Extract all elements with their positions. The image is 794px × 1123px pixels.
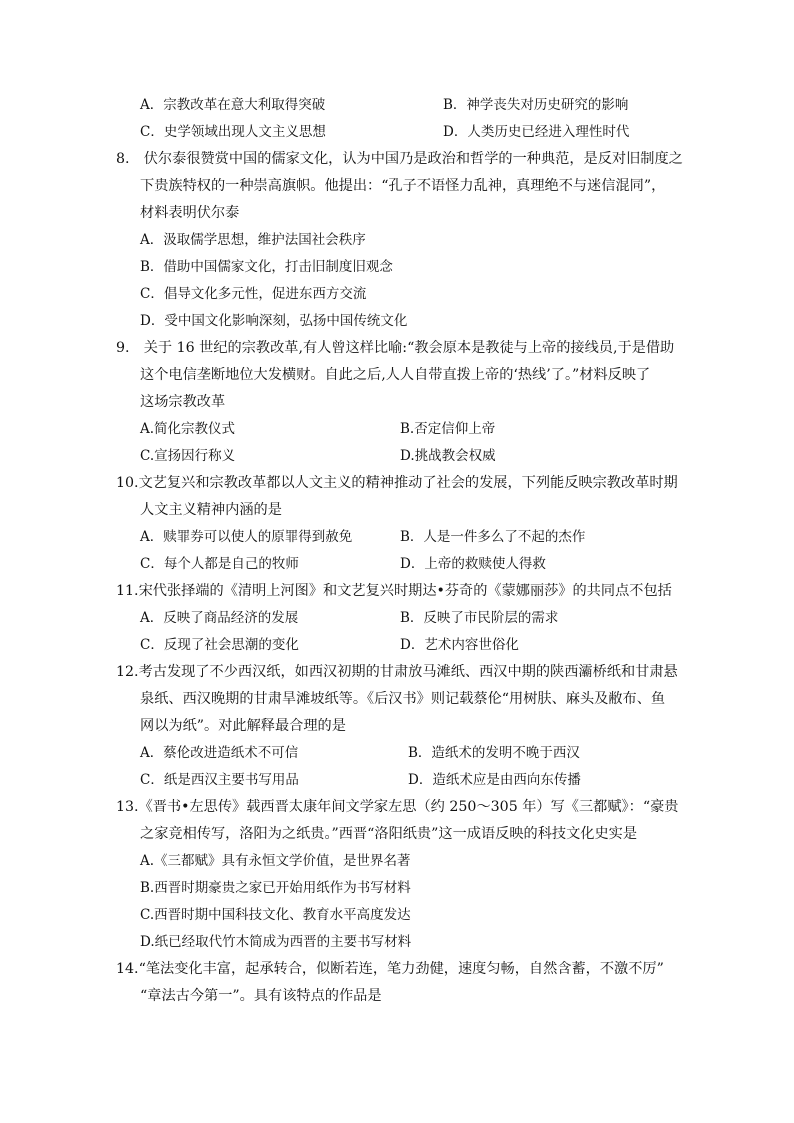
q9-stem-line-2: 这个电信垄断地位大发横财。自此之后,人人自带直拨上帝的‘热线’了。”材料反映了 <box>140 367 651 383</box>
q12-options-row-2 <box>0 767 794 794</box>
q13-option-a: A.《三都赋》具有永恒文学价值，是世界名著 <box>140 853 411 869</box>
q11-option-b: B．反映了市民阶层的需求 <box>400 610 559 626</box>
q12-stem-line-3: 网以为纸”。对此解释最合理的是 <box>140 718 346 734</box>
q12-option-c: C．纸是西汉主要书写用品 <box>140 772 299 788</box>
q13-option-b: B.西晋时期豪贵之家已开始用纸作为书写材料 <box>140 880 411 896</box>
q11-stem-line-1: 11.宋代张择端的《清明上河图》和文艺复兴时期达•芬奇的《蒙娜丽莎》的共同点不包括 <box>116 583 672 599</box>
q7-options-row-2 <box>0 119 794 146</box>
q8-option-b: B．借助中国儒家文化，打击旧制度旧观念 <box>140 259 393 275</box>
q11-option-c: C．反现了社会思潮的变化 <box>140 637 299 653</box>
q14-stem-line-1: 14.“笔法变化丰富，起承转合，似断若连，笔力劲健，速度匀畅，自然含蓄，不激不厉” <box>116 961 664 977</box>
q8-stem-line-1: 8. 伏尔泰很赞赏中国的儒家文化，认为中国乃是政治和哲学的一种典范，是反对旧制度之 <box>116 151 683 167</box>
q8-stem-line-2: 下贵族特权的一种崇高旗帜。他提出：“孔子不语怪力乱神，真理绝不与迷信混同”， <box>140 178 666 194</box>
q11-option-a: A．反映了商品经济的发展 <box>140 610 299 626</box>
q8-option-d: D．受中国文化影响深刻，弘扬中国传统文化 <box>140 313 408 329</box>
q11-option-d: D．艺术内容世俗化 <box>400 637 519 653</box>
q9-option-a: A.简化宗教仪式 <box>140 421 236 437</box>
q7-option-a: A．宗教改革在意大利取得突破 <box>140 97 326 113</box>
q14-stem-line-2: “章法古今第一”。具有该特点的作品是 <box>140 988 382 1004</box>
q9-stem-line-3: 这场宗教改革 <box>140 394 226 410</box>
q12-option-d: D．造纸术应是由西向东传播 <box>408 772 581 788</box>
q12-option-b: B．造纸术的发明不晚于西汉 <box>408 745 580 761</box>
q7-option-c: C．史学领域出现人文主义思想 <box>140 124 326 140</box>
q10-option-c: C．每个人都是自己的牧师 <box>140 556 299 572</box>
q7-option-b: B．神学丧失对历史研究的影响 <box>443 97 629 113</box>
q9-stem-line-1: 9. 关于 16 世纪的宗教改革,有人曾这样比喻:“教会原本是教徒与上帝的接线员,于是借助 <box>116 340 675 356</box>
q9-options-row-1 <box>0 416 794 443</box>
q10-stem-line-1: 10.文艺复兴和宗教改革都以人文主义的精神推动了社会的发展，下列能反映宗教改革时期 <box>116 475 678 491</box>
q8-option-a: A．汲取儒学思想，维护法国社会秩序 <box>140 232 366 248</box>
q12-option-a: A．蔡伦改进造纸术不可信 <box>140 745 299 761</box>
q9-option-d: D.挑战教会权威 <box>400 448 496 464</box>
q12-stem-line-2: 泉纸、西汉晚期的甘肃旱滩坡纸等。《后汉书》则记载蔡伦“用树肤、麻头及敝布、鱼 <box>140 691 666 707</box>
q8-stem-line-3: 材料表明伏尔泰 <box>140 205 240 221</box>
q9-options-row-2 <box>0 443 794 470</box>
q13-option-d: D.纸已经取代竹木简成为西晋的主要书写材料 <box>140 934 412 950</box>
q13-stem-line-1: 13.《晋书•左思传》载西晋太康年间文学家左思（约 250～305 年）写《三都赋》：“豪贵 <box>116 799 679 815</box>
question-list <box>0 92 794 1010</box>
q10-option-d: D．上帝的救赎使人得救 <box>400 556 546 572</box>
q8-option-c: C．倡导文化多元性，促进东西方交流 <box>140 286 367 302</box>
q7-options-row-1 <box>0 92 794 119</box>
q13-stem-line-2: 之家竞相传写，洛阳为之纸贵。”西晋“洛阳纸贵”这一成语反映的科技文化史实是 <box>140 826 638 842</box>
q10-options-row-2 <box>0 551 794 578</box>
q10-option-a: A．赎罪券可以使人的原罪得到赦免 <box>140 529 353 545</box>
q10-stem-line-2: 人文主义精神内涵的是 <box>140 502 282 518</box>
q11-options-row-2 <box>0 632 794 659</box>
q7-option-d: D．人类历史已经进入理性时代 <box>443 124 630 140</box>
q12-stem-line-1: 12.考古发现了不少西汉纸，如西汉初期的甘肃放马滩纸、西汉中期的陕西灞桥纸和甘肃悬 <box>116 664 678 680</box>
q13-option-c: C.西晋时期中国科技文化、教育水平高度发达 <box>140 907 411 923</box>
q11-options-row-1 <box>0 605 794 632</box>
q10-options-row-1 <box>0 524 794 551</box>
q9-option-c: C.宣扬因行称义 <box>140 448 236 464</box>
q9-option-b: B.否定信仰上帝 <box>400 421 496 437</box>
q10-option-b: B．人是一件多么了不起的杰作 <box>400 529 586 545</box>
q12-options-row-1 <box>0 740 794 767</box>
